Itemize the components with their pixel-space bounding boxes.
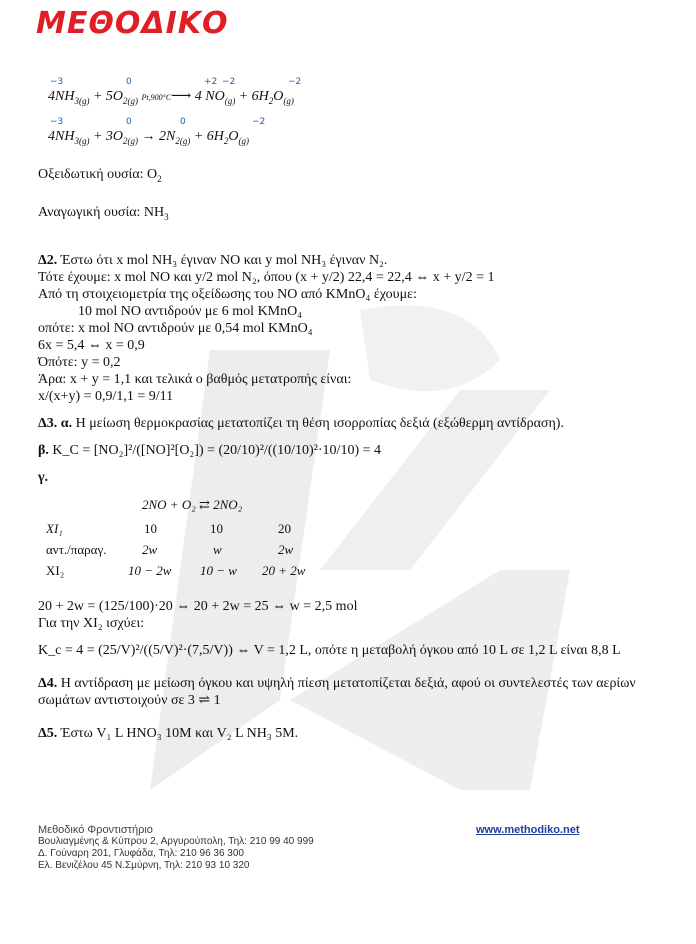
table-cell: 20 + 2w — [262, 562, 306, 578]
table-cell: w — [213, 541, 222, 557]
d2-stoich: Από τη στοιχειομετρία της οξείδωσης του NO από KMnO₄ έχουμε: — [38, 286, 417, 302]
table-cell: 10 — [144, 520, 157, 536]
footer-address: Δ. Γούναρη 201, Γλυφάδα, Τηλ: 210 96 36 300 — [38, 848, 244, 859]
d3-kc: K_c = 4 = (25/V)²/((5/V)²·(7,5/V)) ⇔ V = 1,2 L, οπότε η μεταβολή όγκου από 10 L σε 1,2 L είναι 8,8 L — [38, 642, 621, 658]
reducing-line: Αναγωγική ουσία: $NH_3$ — [38, 204, 169, 222]
ox-state: −2 — [222, 77, 236, 87]
d3-heading: Δ3. α. Η μείωση θερμοκρασίας μετατοπίζει τη θέση ισορροπίας δεξιά (εξώθερμη αντίδραση). — [38, 415, 564, 431]
d2-opote: οπότε: x mol NO αντιδρούν με 0,54 mol KMnO₄ — [38, 320, 313, 336]
table-cell: 20 — [278, 520, 291, 536]
equilibrium-table — [38, 496, 658, 582]
ox-state: 0 — [126, 117, 132, 127]
footer-company: Μεθοδικό Φροντιστήριο — [38, 824, 153, 836]
d2-y: Όπότε: y = 0,2 — [38, 354, 121, 370]
document-body — [38, 70, 658, 742]
reaction-2-formula: $4NH_{3(g)} + 3O_{2(g)} \to 2N_{2(g)} + 6H_2O_{(g)}$ — [48, 129, 250, 146]
ox-state: 0 — [180, 117, 186, 127]
d3-gia: Για την XI₂ ισχύει: — [38, 615, 145, 631]
d4-text: Δ4. Η αντίδραση με μείωση όγκου και υψηλή πίεση μετατοπίζεται δεξιά, αφού οι συντελεστές των αερίων σωμάτων αντιστοιχούν σε 3 ⇌ 1 — [38, 675, 636, 708]
oxidizing-line: Οξειδωτική ουσία: $O_2$ — [38, 167, 162, 184]
table-cell: 2w — [142, 541, 158, 557]
table-cell: 2w — [278, 541, 294, 557]
footer-address: Βουλιαγμένης & Κύπρου 2, Αργυρούπολη, Τηλ: 210 99 40 999 — [38, 836, 314, 847]
d2-heading: Δ2. Έστω ότι x mol NH₃ έγιναν NO και y mol NH₃ έγιναν N₂. — [38, 252, 388, 268]
website-link[interactable]: www.methodiko.net — [476, 824, 580, 836]
table-row-label: XI₂ — [46, 562, 65, 578]
reaction-1 — [38, 70, 658, 110]
table-cell: 10 — [210, 520, 223, 536]
footer-contact — [38, 824, 314, 872]
d2-then: Τότε έχουμε: x mol NO και y/2 mol N₂, όπου (x + y/2) 22,4 = 22,4 ⇔ x + y/2 = 1 — [38, 269, 495, 285]
reaction-2 — [38, 110, 658, 150]
ox-state: −3 — [50, 77, 64, 87]
table-row-label: XI₁ — [46, 520, 63, 536]
d3-b: β. K_C = [NO₂]²/([NO]²[O₂]) = (20/10)²/((10/10)²·10/10) = 4 — [38, 442, 382, 458]
d2-line10: 10 mol NO αντιδρούν με 6 mol KMnO₄ — [78, 303, 303, 319]
methodiko-logo: ΜΕΘΟΔΙΚΟ — [36, 6, 229, 41]
ox-state: −3 — [50, 117, 64, 127]
ox-state: −2 — [252, 117, 266, 127]
d2-ara: Άρα: x + y = 1,1 και τελικά ο βαθμός μετατροπής είναι: — [38, 371, 352, 387]
table-row-label: αντ./παραγ. — [46, 541, 107, 557]
d2-ratio: x/(x+y) = 0,9/1,1 = 9/11 — [38, 388, 174, 404]
table-cell: 10 − w — [200, 562, 237, 578]
reaction-1-formula: $4NH_{3(g)} + 5O_{2(g)}$ Pt,900°C⟶ 4 $NO_{(g)} + 6H_2O_{(g)}$ — [48, 89, 294, 106]
footer-address: Ελ. Βενιζέλου 45 Ν.Σμύρνη, Τηλ: 210 93 10 320 — [38, 860, 250, 871]
d5-text: Δ5. Έστω V₁ L HNO₃ 10M και V₂ L NH₃ 5M. — [38, 725, 299, 741]
d2-6x: 6x = 5,4 ⇔ x = 0,9 — [38, 337, 145, 353]
d3-g: γ. — [38, 469, 49, 485]
ox-state: −2 — [288, 77, 302, 87]
d3-eq20: 20 + 2w = (125/100)·20 ⇔ 20 + 2w = 25 ⇔ w = 2,5 mol — [38, 598, 358, 614]
ox-state: 0 — [126, 77, 132, 87]
ox-state: +2 — [204, 77, 218, 87]
table-reaction: 2NO + O₂ ⇄ 2NO₂ — [142, 496, 243, 512]
table-cell: 10 − 2w — [128, 562, 172, 578]
